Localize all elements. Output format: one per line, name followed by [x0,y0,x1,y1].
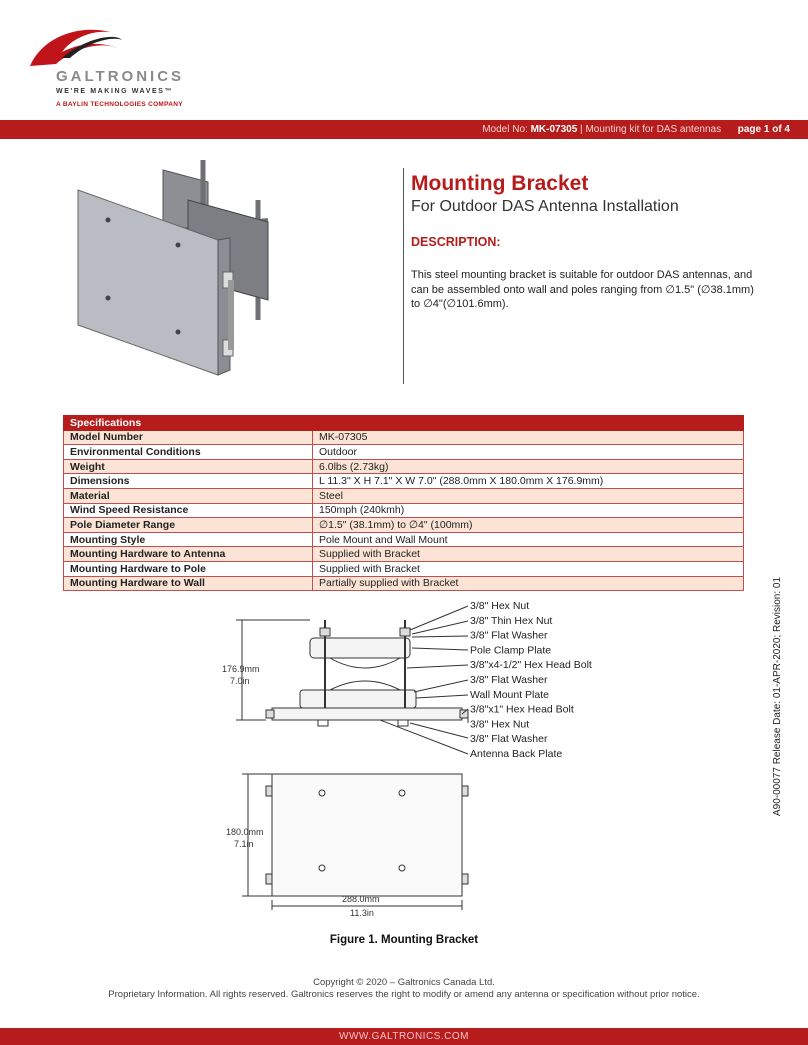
callout-label: 3/8"x4-1/2" Hex Head Bolt [470,659,592,672]
spec-key: Environmental Conditions [64,445,313,460]
spec-value: L 11.3" X H 7.1" X W 7.0" (288.0mm X 180.0mm X 176.9mm) [313,474,744,489]
brand-tagline: WE'RE MAKING WAVES™ [56,88,174,95]
spec-row [64,488,744,503]
product-title: Mounting Bracket [411,172,589,195]
spec-value: Partially supplied with Bracket [313,576,744,591]
spec-row [64,445,744,460]
product-subtitle: For Outdoor DAS Antenna Installation [411,198,679,215]
spec-key: Mounting Hardware to Antenna [64,547,313,562]
header-model-line [482,124,790,135]
callout-label: 3/8" Thin Hex Nut [470,614,553,627]
technical-drawing [200,590,620,920]
model-description: Mounting kit for DAS antennas [585,124,722,135]
spec-row [64,518,744,533]
dim-plate-height-mm: 180.0mm [226,827,264,837]
spec-row [64,576,744,591]
spec-key: Material [64,488,313,503]
spec-value: Outdoor [313,445,744,460]
spec-row [64,547,744,562]
footer-url-link[interactable]: WWW.GALTRONICS.COM [339,1031,469,1042]
spec-row [64,561,744,576]
callout-label: 3/8" Hex Nut [470,718,530,731]
divider-line [403,168,404,384]
callout-label: Pole Clamp Plate [470,644,552,657]
spec-value: Supplied with Bracket [313,547,744,562]
model-separator: | [577,124,586,135]
description-heading: DESCRIPTION: [411,235,501,249]
spec-key: Dimensions [64,474,313,489]
spec-key: Mounting Hardware to Pole [64,561,313,576]
spec-value: 150mph (240kmh) [313,503,744,518]
spec-row [64,430,744,445]
spec-key: Weight [64,459,313,474]
spec-value: ∅1.5" (38.1mm) to ∅4" (100mm) [313,518,744,533]
model-number: MK-07305 [530,124,578,135]
description-text: This steel mounting bracket is suitable for outdoor DAS antennas, and can be assembled onto wall and poles ranging from ∅1.5" (∅38.1mm) to ∅4"(∅101.6mm). [411,269,754,310]
spec-value: Supplied with Bracket [313,561,744,576]
release-note [770,576,790,816]
specifications-table [63,415,744,591]
spec-key: Pole Diameter Range [64,518,313,533]
product-image [68,160,298,380]
dim-height-mm: 176.9mm [222,664,260,674]
callout-label: Wall Mount Plate [470,688,549,701]
callout-label: 3/8" Hex Nut [470,600,530,612]
spec-key: Mounting Style [64,532,313,547]
spec-row [64,503,744,518]
specifications-header-row [64,416,744,431]
spec-value: 6.0lbs (2.73kg) [313,459,744,474]
spec-key: Mounting Hardware to Wall [64,576,313,591]
dim-height-in: 7.0in [230,676,250,686]
dim-width-in: 11.3in [350,908,374,918]
spec-value: Steel [313,488,744,503]
copyright: Copyright © 2020 – Galtronics Canada Ltd. [313,977,495,988]
spec-row [64,532,744,547]
dim-plate-height-in: 7.1in [234,839,254,849]
spec-row [64,474,744,489]
dim-width-mm: 288.0mm [342,894,380,904]
spec-key: Wind Speed Resistance [64,503,313,518]
brand-name: GALTRONICS [56,68,185,85]
page-indicator: page 1 of 4 [737,124,790,135]
callout-label: 3/8" Flat Washer [470,629,548,642]
callout-label: 3/8"x1" Hex Head Bolt [470,703,574,716]
model-prefix: Model No: [482,124,531,135]
callout-label: 3/8" Flat Washer [470,674,548,686]
brand-parent: A BAYLIN TECHNOLOGIES COMPANY [56,101,183,108]
spec-value: MK-07305 [313,430,744,445]
proprietary-notice: Proprietary Information. All rights reserved. Galtronics reserves the right to modify or amend any antenna or specification without prior notice. [108,989,700,1000]
spec-value: Pole Mount and Wall Mount [313,532,744,547]
callout-label: 3/8" Flat Washer [470,733,548,746]
figure-caption: Figure 1. Mounting Bracket [329,934,479,946]
callout-label: Antenna Back Plate [470,748,563,760]
release-note-text: A90-00077 Release Date: 01-APR-2020; Revision: 01 [772,576,783,816]
specifications-heading: Specifications [64,416,744,431]
spec-row [64,459,744,474]
spec-key: Model Number [64,430,313,445]
